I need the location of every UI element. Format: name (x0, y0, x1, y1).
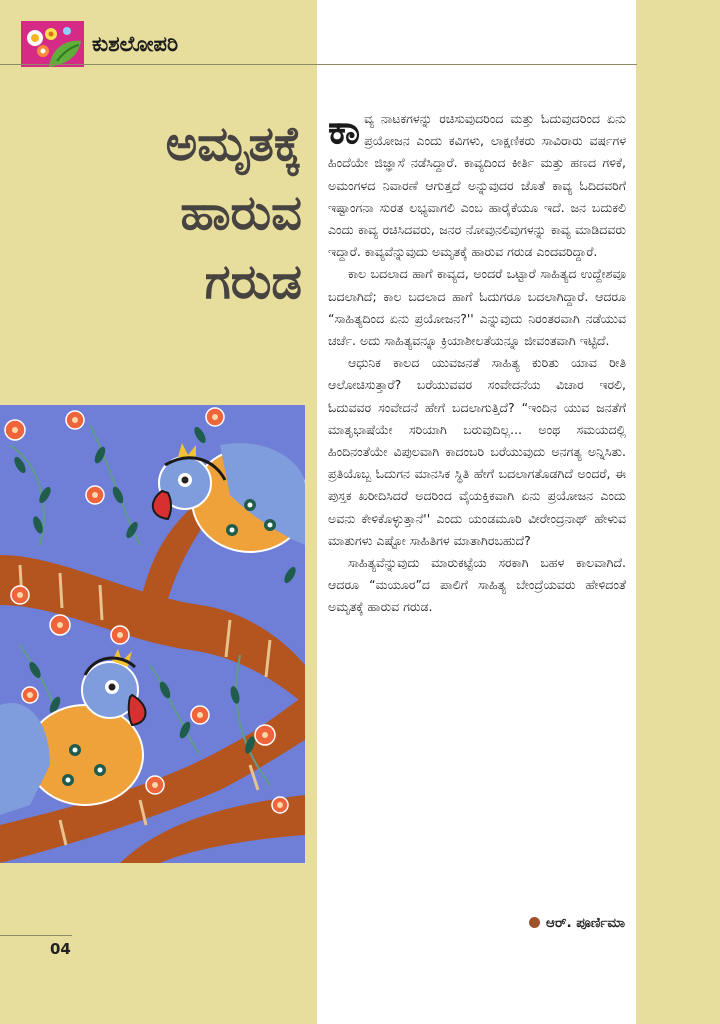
article-paragraph (328, 108, 626, 263)
page-title (166, 110, 302, 317)
title-line: ಗರುಡ (204, 254, 302, 310)
article-paragraph: ಆಧುನಿಕ ಕಾಲದ ಯುವಜನತೆ ಸಾಹಿತ್ಯ ಕುರಿತು ಯಾವ ರೀತಿ ಆಲೋಚಿಸುತ್ತಾರೆ? ಬರೆಯುವವರ ಸಂವೇದನೆಯ ವಿಚಾರ ಇರಲಿ, ಓದುವವರ ಸಂವೇದನೆ ಹೇಗೆ ಬದಲಾಗುತ್ತಿದೆ? “ಇಂದಿನ ಯುವ ಜನತೆಗೆ ಮಾತೃಭಾಷೆಯೇ ಸರಿಯಾಗಿ ಬರುವುದಿಲ್ಲ... ಅಂಥ ಸಮಯದಲ್ಲಿ ಹಿಂದಿನಂತೆಯೇ ವಿಪುಲವಾಗಿ ಕಾದಂಬರಿ ಬರೆಯುವುದು ಅನಗತ್ಯ ಅನ್ನಿಸಿತು. ಪ್ರತಿಯೊಬ್ಬ ಓದುಗನ ಮಾನಸಿಕ ಸ್ಥಿತಿ ಹೇಗೆ ಬದಲಾಗತೊಡಗಿದೆ ಅಂದರೆ, ಈ ಪುಸ್ತಕ ಖರೀದಿಸಿದರೆ ಅದರಿಂದ ವೈಯಕ್ತಿಕವಾಗಿ ಏನು ಪ್ರಯೋಜನ ಎಂದು ಅವನು ಕೇಳಿಕೊಳ್ಳುತ್ತಾನೆ'' ಎಂದು ಯಂಡಮೂರಿ ವೀರೇಂದ್ರನಾಥ್ ಹೇಳುವ ಮಾತುಗಳು ಎಷ್ಟೋ ಸಾಹಿತಿಗಳ ಮಾತಾಗಿರಬಹುದೆ? (328, 355, 626, 548)
section-name: ಕುಶಲೋಪರಿ (92, 32, 179, 56)
paragraph-text: ವ್ಯ ನಾಟಕಗಳನ್ನು ರಚಿಸುವುದರಿಂದ ಮತ್ತು ಓದುವುದರಿಂದ ಏನು ಪ್ರಯೋಜನ ಎಂದು ಕವಿಗಳು, ಲಾಕ್ಷಣಿಕರು ಸಾವಿರಾರು ವರ್ಷಗಳ ಹಿಂದೆಯೇ ಜಿಜ್ಞಾಸೆ ನಡೆಸಿದ್ದಾರೆ. ಕಾವ್ಯದಿಂದ ಕೀರ್ತಿ ಮತ್ತು ಹಣದ ಗಳಿಕೆ, ಅಮಂಗಳದ ನಿವಾರಣೆ ಆಗುತ್ತದೆ ಅನ್ನುವುದರ ಜೊತೆ ಕಾವ್ಯ ಓದಿದವರಿಗೆ ಇಷ್ಟಾಂಗನಾ ಸುರತ ಲಭ್ಯವಾಗಲಿ ಎಂಬ ಹಾರೈಕೆಯೂ ಇದೆ. ಜನ ಬದುಕಲಿ ಎಂದು ಕಾವ್ಯ ರಚಿಸಿದವರು, ಜನರ ನೋವುನಲಿವುಗಳನ್ನು ಕಾವ್ಯ ಮಾಡಿದವರು ಇದ್ದಾರೆ. ಕಾವ್ಯವೆನ್ನುವುದು ಅಮೃತಕ್ಕೆ ಹಾರುವ ಗರುಡ ಎಂದವರಿದ್ದಾರೆ. (328, 111, 626, 260)
drop-cap: ಕಾ (328, 107, 361, 153)
article-paragraph: ಕಾಲ ಬದಲಾದ ಹಾಗೆ ಕಾವ್ಯದ, ಅಂದರೆ ಒಟ್ಟಾರೆ ಸಾಹಿತ್ಯದ ಉದ್ದೇಶವೂ ಬದಲಾಗಿದೆ; ಕಾಲ ಬದಲಾದ ಹಾಗೆ ಓದುಗರೂ ಬದಲಾಗಿದ್ದಾರೆ. ಆದರೂ “ಸಾಹಿತ್ಯದಿಂದ ಏನು ಪ್ರಯೋಜನ?'' ಎನ್ನುವುದು ನಿರಂತರವಾಗಿ ನಡೆಯುವ ಚರ್ಚೆ. ಅದು ಸಾಹಿತ್ಯವನ್ನೂ ಕ್ರಿಯಾಶೀಲತೆಯನ್ನೂ ಜೀವಂತವಾಗಿ ಇಟ್ಟಿದೆ. (328, 266, 626, 349)
madhubani-birds-painting-icon (0, 405, 305, 863)
bullet-dot-icon (529, 917, 540, 928)
flowers-leaf-logo-icon (21, 21, 84, 67)
author-byline (529, 915, 625, 931)
footer-divider (0, 935, 72, 936)
article-body (328, 108, 626, 619)
article-paragraph: ಸಾಹಿತ್ಯವೆನ್ನುವುದು ಮಾರುಕಟ್ಟೆಯ ಸರಕಾಗಿ ಬಹಳ ಕಾಲವಾಗಿದೆ. ಆದರೂ “ಮಯೂರ”ದ ಪಾಲಿಗೆ ಸಾಹಿತ್ಯ ಬೇಂದ್ರೆಯವರು ಹೇಳಿದಂತೆ ಅಮೃತಕ್ಕೆ ಹಾರುವ ಗರುಡ. (328, 555, 626, 615)
header-divider (0, 64, 637, 65)
title-line: ಹಾರುವ (180, 185, 302, 241)
right-margin-band (636, 0, 720, 1024)
page-number: 04 (50, 940, 71, 958)
author-name: ಆರ್. ಪೂರ್ಣಿಮಾ (546, 915, 625, 931)
title-line: ಅಮೃತಕ್ಕೆ (165, 116, 302, 172)
